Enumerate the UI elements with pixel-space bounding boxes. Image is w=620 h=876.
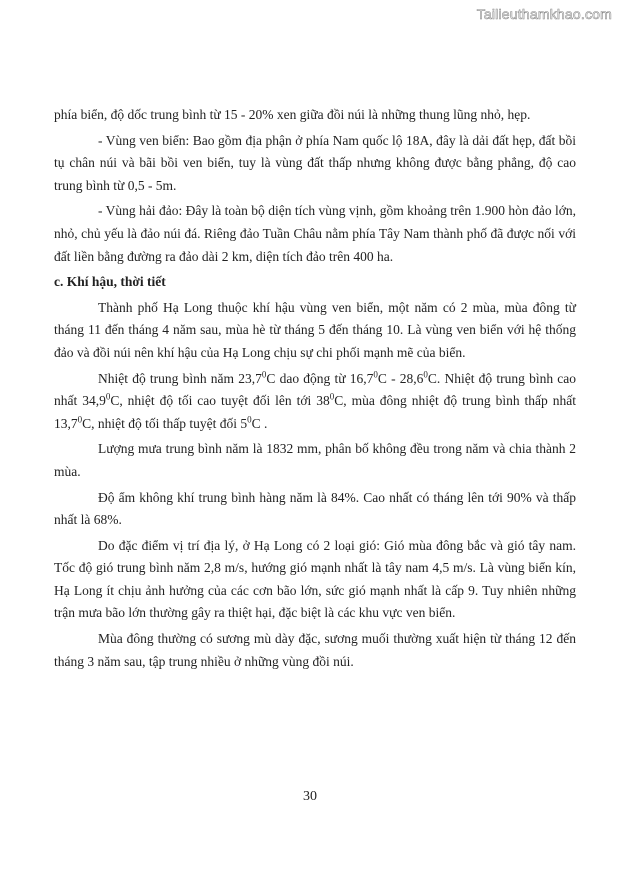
- paragraph-humidity: Độ ẩm không khí trung bình hàng năm là 84%. Cao nhất có tháng lên tới 90% và thấp nhất là 68%.: [54, 489, 576, 528]
- paragraph-1: phía biển, độ dốc trung bình từ 15 - 20% xen giữa đồi núi là những thung lũng nhỏ, hẹp.: [54, 107, 531, 122]
- section-heading-climate: c. Khí hậu, thời tiết: [54, 274, 166, 290]
- page-number: 30: [303, 789, 317, 804]
- paragraph-winter: Mùa đông thường có sương mù dày đặc, sương muối thường xuất hiện từ tháng 12 đến tháng 3 năm sau, tập trung nhiều ở những vùng đồi núi.: [54, 631, 576, 669]
- paragraph-rainfall: Lượng mưa trung bình năm là 1832 mm, phân bố không đều trong năm và chia thành 2 mùa.: [54, 441, 576, 479]
- site-watermark: Tailieuthamkhao.com: [476, 6, 612, 22]
- paragraph-5: Thành phố Hạ Long thuộc khí hậu vùng ven biển, một năm có 2 mùa, mùa đông từ tháng 11 đến tháng 4 năm sau, mùa hè từ tháng 5 đến tháng 10. Là vùng ven biển với hệ thống đảo và đồi núi nên khí hậu của Hạ Long chịu sự chi phối mạnh mẽ của biển.: [54, 299, 576, 360]
- paragraph-3: - Vùng hải đảo: Đây là toàn bộ diện tích vùng vịnh, gồm khoảng trên 1.900 hòn đảo lớn, nhỏ, chủ yếu là đảo núi đá. Riêng đảo Tuần Châu nằm phía Tây Nam thành phố đã được nối với đất liền bằng đường ra đảo dài 2 km, diện tích đảo trên 400 ha.: [54, 203, 576, 264]
- paragraph-wind: Do đặc điểm vị trí địa lý, ở Hạ Long có 2 loại gió: Gió mùa đông bắc và gió tây nam. Tốc độ gió trung bình năm 2,8 m/s, hướng gió mạnh nhất là tây nam 4,5 m/s. Là vùng biển kín, Hạ Long ít chịu ảnh hưởng của các cơn bão lớn, sức gió mạnh nhất là cấp 9. Tuy nhiên những trận mưa bão lớn thường gây ra thiệt hại, đặc biệt là các khu vực ven biển.: [54, 537, 576, 621]
- document-body: [54, 104, 576, 676]
- paragraph-2: - Vùng ven biển: Bao gồm địa phận ở phía Nam quốc lộ 18A, đây là dải đất hẹp, đất bồi tụ chân núi và bãi bồi ven biển, tuy là vùng đất thấp nhưng không được bằng phẳng, độ cao trung bình từ 0,5 - 5m.: [54, 132, 576, 193]
- paragraph-temperature: Nhiệt độ trung bình năm 23,7$^0$C dao động từ 16,7$^0$C - 28,6$^0$C. Nhiệt độ trung bình cao nhất 34,9$^0$C, nhiệt độ tối cao tuyệt đối lên tới $38^0C$, mùa đông nhiệt độ trung bình thấp nhất 13,7$^0$C, nhiệt độ tối thấp tuyệt đối $5^0C$ .: [54, 369, 577, 431]
